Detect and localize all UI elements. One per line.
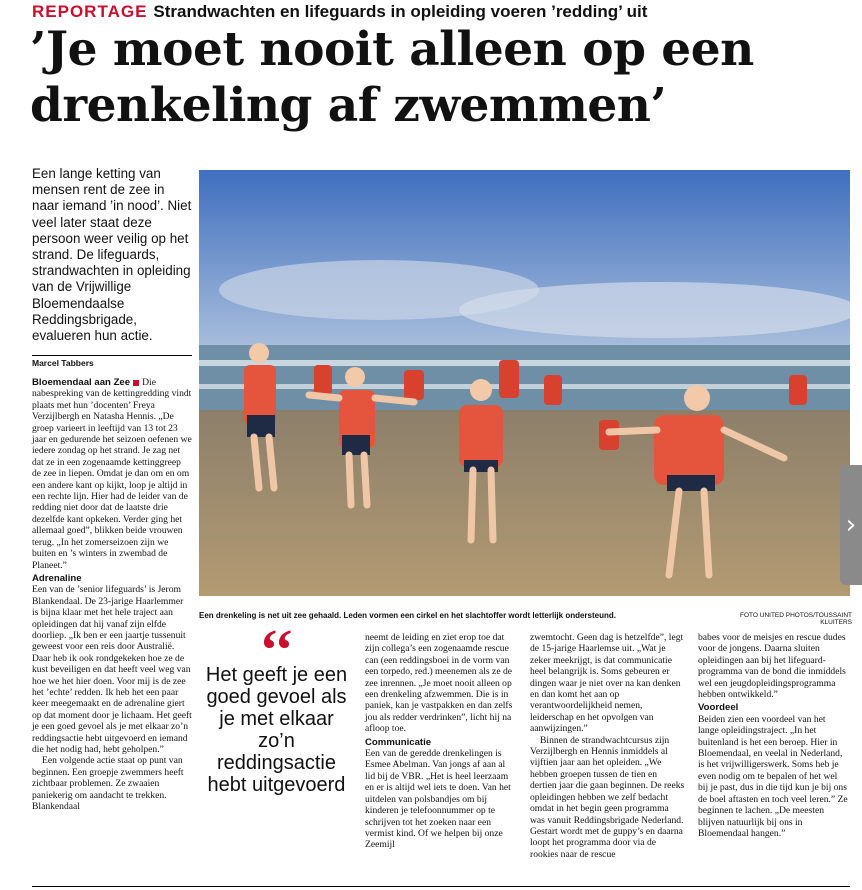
beach-scene-image [199, 170, 850, 596]
paragraph: neemt de leiding en ziet erop toe dat zijn collega’s een zogenaamde rescue can (een reddingsboei in de vorm van een torpedo, red.) meenemen als ze de zee inrennen. „Je moet nooit alleen op een drenkeling afzwemmen. Die is in paniek, kan je vastpakken en dan zelfs jou als redder verdrinken”, licht hij na afloop toe. [365, 632, 513, 735]
paragraph-text: Die nabespreking van de kettingredding vindt plaats met hun ’docenten’ Freya Verzijlbergh en Natasha Hennis. „De groep varieert in leeftijd van 13 tot 23 jaar en gedurende het seizoen oefenen we iedere zondag op het strand. Je zag net dat ze in een zogenaamde kettinggreep de zee in liepen. Omdat je dan om en om een andere kant op kijkt, loop je altijd in een rechte lijn. Hier had de leider van de redding niet door dat de laatste drie dezelfde kant opkeken. Verder ging het allemaal goed”, blikken beide vrouwen terug. „In het zomerseizoen zijn we buiten en ’s winters in zwembad de Planeet.” [32, 377, 192, 571]
subheading-voordeel: Voordeel [698, 702, 739, 714]
kicker [32, 2, 647, 22]
byline: Marcel Tabbers [32, 355, 192, 368]
paragraph [32, 377, 192, 571]
photo-caption: Een drenkeling is net uit zee gehaald. Leden vormen een cirkel en het slachtoffer wordt letterlijk ondersteund. [199, 611, 616, 620]
subheading-adrenaline: Adrenaline [32, 572, 82, 584]
column-1 [32, 377, 192, 812]
paragraph: zwemtocht. Geen dag is hetzelfde”, legt de 15-jarige Haarlemse uit. „Wat je zeker meekrijgt, is dat communicatie heel belangrijk is. Soms gebeuren er dingen waar je niet over na kan denken en dan komt het aan op verantwoordelijkheid nemen, leiderschap en het opvolgen van aanwijzingen.” [530, 632, 684, 735]
red-square-icon [133, 380, 139, 386]
intro-paragraph: Een lange ketting van mensen rent de zee in naar iemand ’in nood’. Niet veel later staat deze persoon weer veilig op het strand. De lifeguards, strandwachten in opleiding van de Vrijwillige Bloemendaalse Reddingsbrigade, evalueren hun actie. [32, 166, 192, 344]
paragraph: Een van de ’senior lifeguards’ is Jerom Blankendaal. De 23-jarige Haarlemmer is bijna klaar met het hele traject aan opleidingen dat hij vanaf zijn elfde doorliep. „Ik ben er een jaartje tussenuit geweest voor een reis door Australië. Daar heb ik ook rondgekeken hoe ze de kust beveiligen en dat heeft veel weg van hoe we het hier doen. Voor mij is de zee het ’echte’ redden. Ik heb het een paar keer meegemaakt en de adrenaline giert op dat moment door je lichaam. Het geeft je een goed gevoel als je met elkaar zo’n reddingsactie hebt uitgevoerd en iemand die het nodig had, hebt geholpen.” [32, 584, 192, 755]
pull-quote [199, 617, 354, 796]
subheading-communicatie: Communicatie [365, 736, 432, 748]
chevron-right-icon: › [845, 510, 857, 540]
paragraph: Beiden zien een voordeel van het lange opleidingstraject. „In het buitenland is het een beroep. Hier in Bloemendaal, en veelal in Nederland, is het vrijwilligerswerk. Soms heb je even nodig om te bepalen of het wel bij je past, dus in die tijd kun je bij ons de boel aftasten en toch veel leren.” Ze beginnen te lachen. „De meesten blijven natuurlijk bij ons in Bloemendaal hangen.” [698, 713, 848, 839]
column-5 [698, 632, 848, 839]
paragraph: Binnen de strandwachtcursus zijn Verzijlbergh en Hennis inmiddels al vijftien jaar aan het opleiden. „We hebben groepen tussen de tien en dertien jaar die gaan beginnen. De reeks opleidingen hebben we zelf bedacht omdat in het begin geen programma was vanuit Reddingsbrigade Nederland. Gestart wordt met de guppy’s en daarna loopt het programma door via de rookies naar de rescue [530, 734, 685, 860]
paragraph: babes voor de meisjes en rescue dudes voor de jongens. Daarna sluiten opleidingen aan bij het lifeguard-programma van de bond die inmiddels wel een jeugdopleidingsprogramma hebben ontwikkeld.” [698, 632, 846, 701]
column-3 [365, 632, 515, 851]
headline: ’Je moet nooit alleen op een drenkeling af zwemmen’ [30, 22, 754, 133]
quote-mark-icon: ‘‘ [259, 617, 294, 682]
paragraph: Een van de geredde drenkelingen is Esmee Abelman. Van jongs af aan al lid bij de VBR. „Het is heel leerzaam en er is altijd wel iets te doen. Van het uitdelen van polsbandjes om bij kinderen je telefoonnummer op te schrijven tot het zoeken naar een vermist kind. Of we helpen bij onze Zeemijl [365, 748, 511, 851]
pull-quote-text: Het geeft je een goed gevoel als je met elkaar zo’n reddingsactie hebt uitgevoerd [205, 664, 348, 796]
next-page-button[interactable] [840, 465, 862, 585]
beach-photo [199, 170, 850, 596]
column-4 [530, 632, 685, 860]
bottom-rule [32, 886, 850, 887]
paragraph: Een volgende actie staat op punt van beginnen. Een groepje zwemmers heeft zichtbaar problemen. Ze zwaaien paniekerig om aandacht te trekken. Blankendaal [32, 755, 184, 813]
dateline: Bloemendaal aan Zee [32, 377, 131, 388]
kicker-text: Strandwachten en lifeguards in opleiding voeren ’redding’ uit [153, 2, 648, 21]
photo-credit: FOTO UNITED PHOTOS/TOUSSAINT KLUITERS [740, 612, 852, 626]
kicker-tag: REPORTAGE [32, 2, 148, 21]
